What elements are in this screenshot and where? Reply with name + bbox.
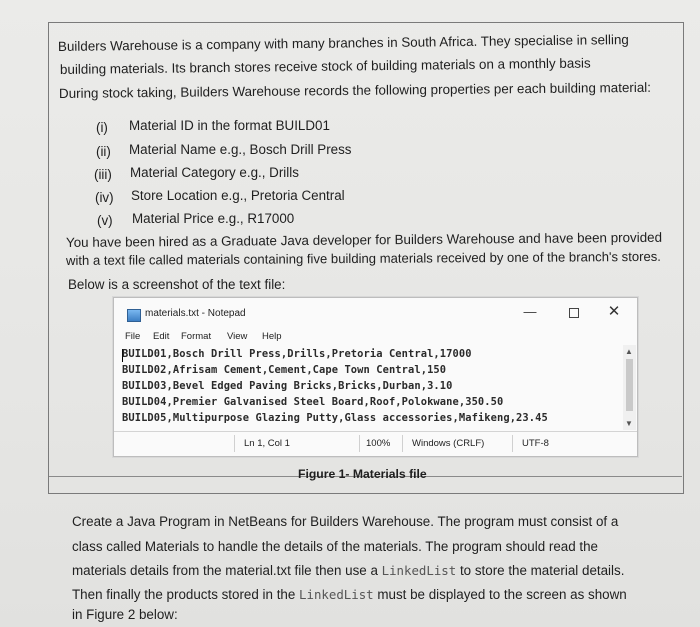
vertical-scrollbar[interactable] — [623, 345, 636, 430]
scroll-thumb[interactable] — [626, 359, 633, 411]
task-line-3 — [72, 563, 624, 579]
intro-line-3: During stock taking, Builders Warehouse records the following properties per each building material: — [58, 79, 652, 101]
notepad-icon — [127, 309, 141, 322]
maximize-button[interactable] — [569, 308, 579, 318]
minimize-button[interactable]: — — [523, 304, 537, 319]
notepad-window — [113, 297, 638, 457]
hired-line-1: You have been hired as a Graduate Java developer for Builders Warehouse and have been provided — [65, 229, 663, 250]
file-line: BUILD04,Premier Galvanised Steel Board,Roof,Polokwane,350.50 — [122, 396, 504, 408]
hired-line-3: Below is a screenshot of the text file: — [68, 277, 286, 292]
task-text: materials details from the material.txt file then use a — [72, 563, 382, 578]
file-line: BUILD03,Bevel Edged Paving Bricks,Bricks,Durban,3.10 — [122, 380, 453, 392]
figure-caption: Figure 1- Materials file — [298, 467, 427, 481]
scroll-up-icon[interactable]: ▲ — [625, 347, 633, 356]
menu-format[interactable]: Format — [181, 331, 212, 342]
task-text: to store the material details. — [456, 563, 625, 578]
property-text: Material Name e.g., Bosch Drill Press — [129, 142, 352, 157]
scroll-down-icon[interactable]: ▼ — [625, 419, 633, 428]
code-linkedlist: LinkedList — [299, 587, 374, 602]
file-line: BUILD01,Bosch Drill Press,Drills,Pretoria Central,17000 — [122, 348, 472, 360]
status-bar — [114, 431, 637, 456]
property-number: (i) — [96, 120, 108, 135]
encoding: UTF-8 — [522, 438, 549, 449]
property-text: Material ID in the format BUILD01 — [129, 118, 330, 133]
code-linkedlist: LinkedList — [381, 563, 457, 578]
notepad-titlebar[interactable] — [114, 298, 637, 326]
task-line-5: in Figure 2 below: — [72, 607, 178, 622]
line-ending: Windows (CRLF) — [412, 438, 485, 449]
property-number: (ii) — [96, 144, 111, 159]
task-line-4 — [72, 587, 627, 603]
intro-line-2: building materials. Its branch stores receive stock of building materials on a monthly basis — [59, 55, 591, 77]
status-divider — [234, 435, 235, 452]
task-line-1: Create a Java Program in NetBeans for Builders Warehouse. The program must consist of a — [72, 514, 619, 529]
window-title: materials.txt - Notepad — [145, 308, 246, 319]
file-line: BUILD02,Afrisam Cement,Cement,Cape Town Central,150 — [122, 364, 447, 376]
file-line: BUILD05,Multipurpose Glazing Putty,Glass accessories,Mafikeng,23.45 — [122, 412, 548, 424]
property-number: (iv) — [95, 190, 114, 205]
menu-help[interactable]: Help — [262, 331, 282, 342]
property-text: Store Location e.g., Pretoria Central — [131, 188, 345, 203]
property-text: Material Price e.g., R17000 — [132, 211, 295, 226]
property-number: (iii) — [94, 167, 112, 182]
status-divider — [512, 435, 513, 452]
status-divider — [359, 435, 360, 452]
task-text: Then finally the products stored in the — [72, 587, 300, 602]
task-text: must be displayed to the screen as shown — [373, 587, 627, 602]
property-text: Material Category e.g., Drills — [130, 165, 299, 180]
menu-edit[interactable]: Edit — [153, 331, 170, 342]
text-editor[interactable] — [122, 348, 616, 428]
zoom-level: 100% — [366, 438, 391, 449]
intro-line-1: Builders Warehouse is a company with many branches in South Africa. They specialise in selling — [57, 32, 629, 54]
status-divider — [402, 435, 403, 452]
property-number: (v) — [97, 213, 113, 228]
menu-file[interactable]: File — [125, 331, 141, 342]
task-line-2: class called Materials to handle the details of the materials. The program should read the — [72, 539, 598, 554]
cursor-position: Ln 1, Col 1 — [244, 438, 290, 449]
close-button[interactable]: ✕ — [607, 303, 621, 320]
hired-line-2: with a text file called materials containing five building materials received by one of the branch's stores. — [65, 248, 661, 268]
menu-view[interactable]: View — [227, 331, 248, 342]
menu-bar — [114, 331, 637, 345]
